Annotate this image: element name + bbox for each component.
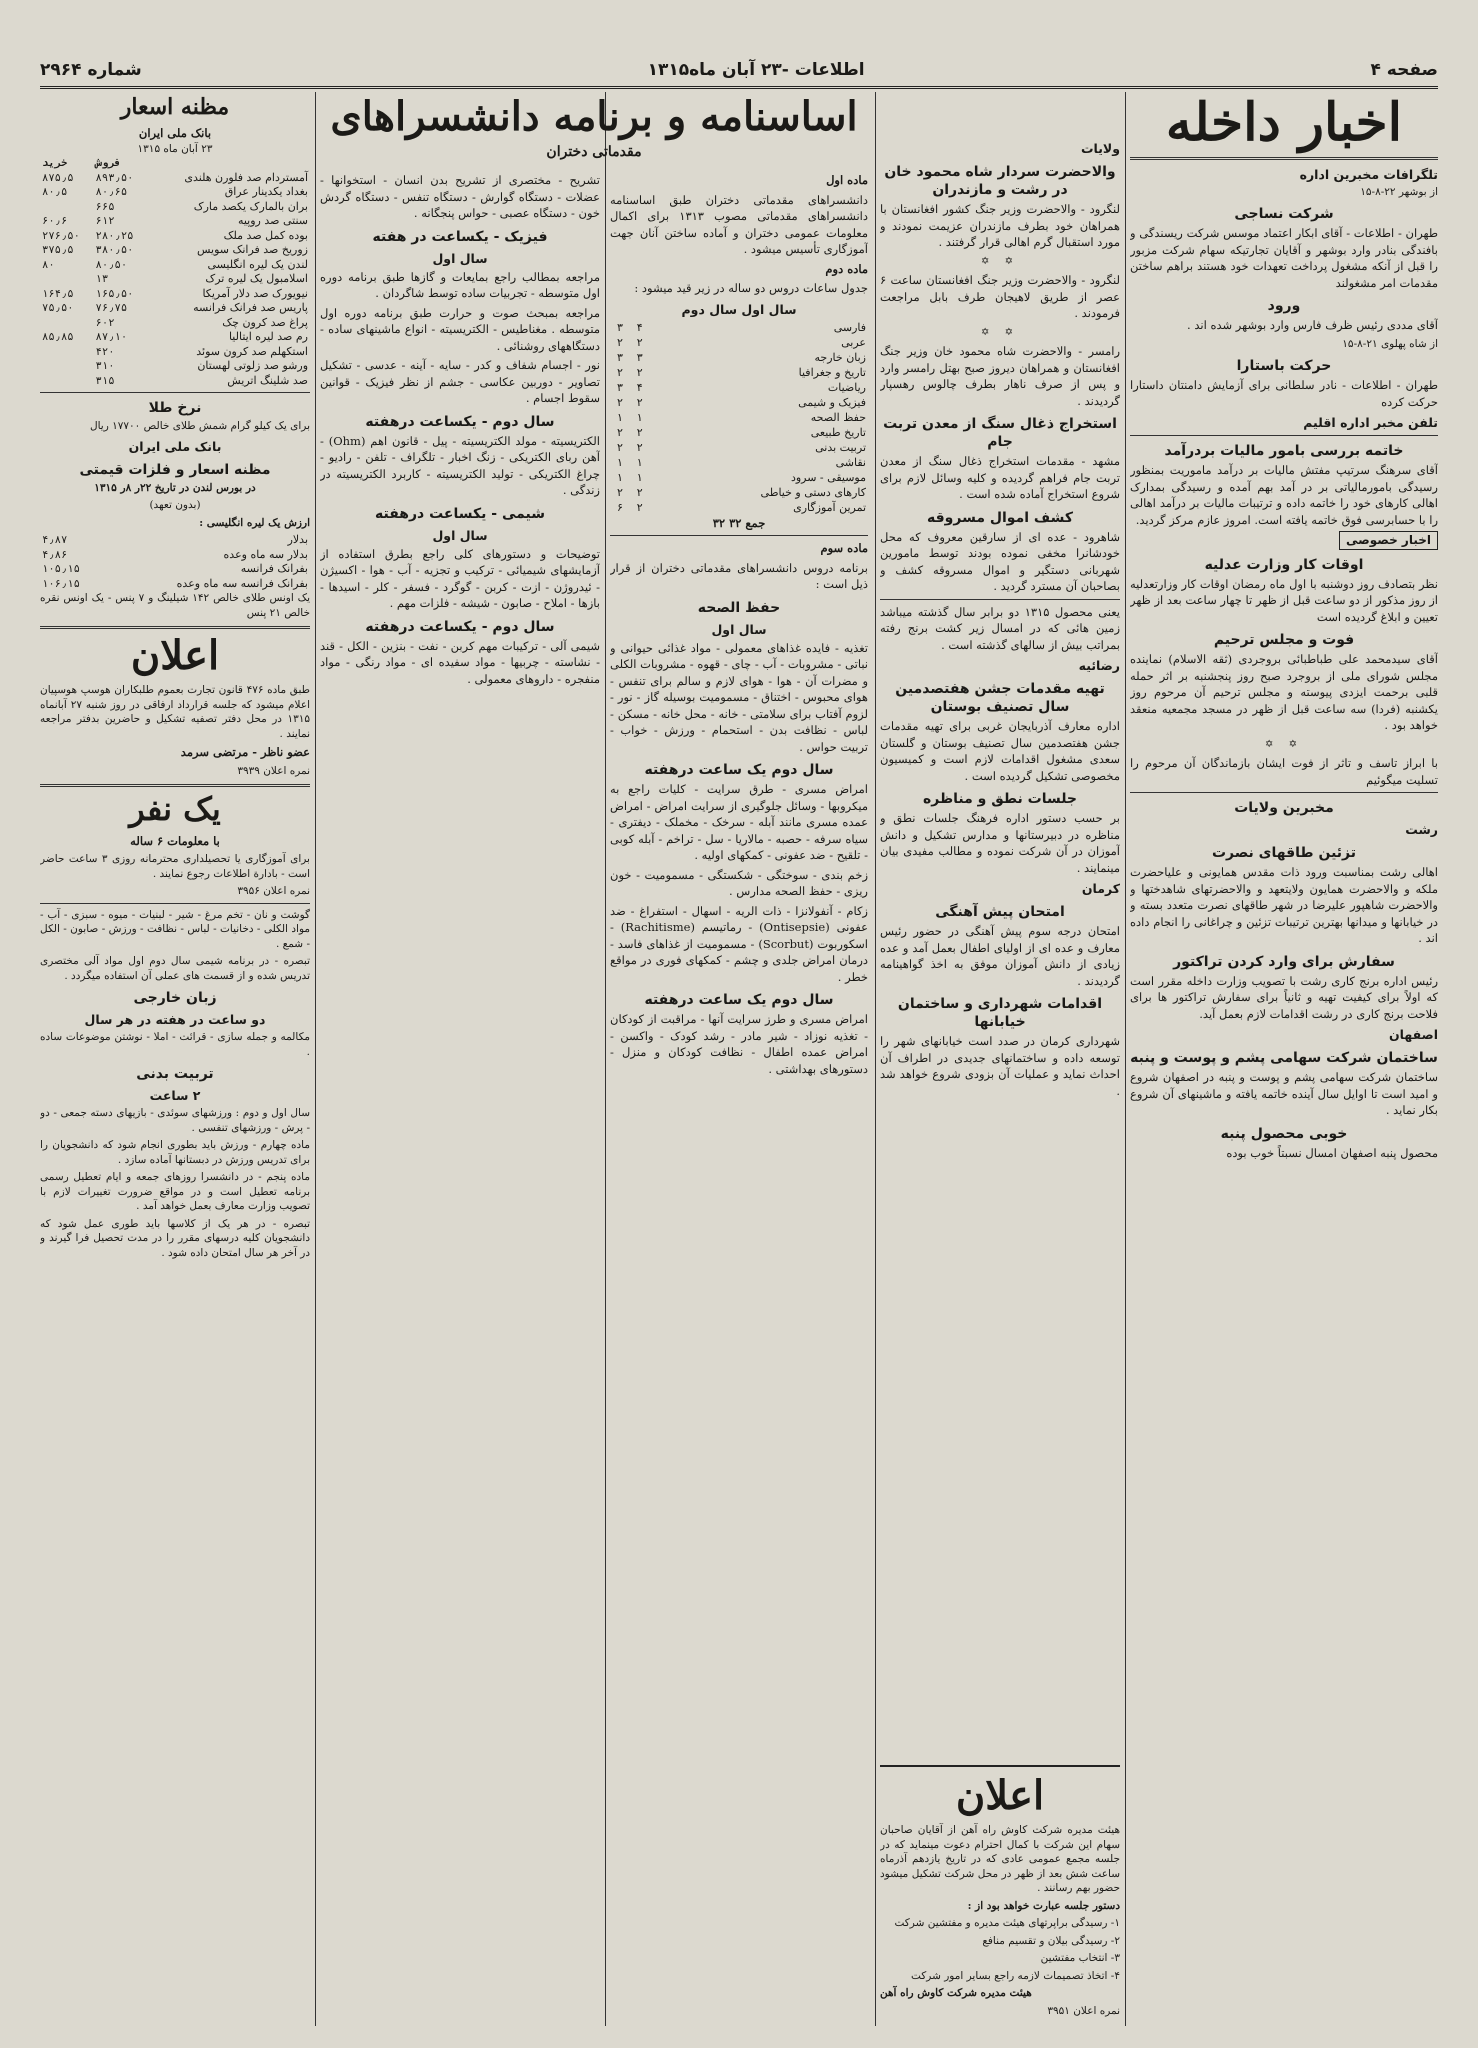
star-separator: ✡ ✡ xyxy=(981,255,1019,267)
schedule-hours: ۲ xyxy=(636,365,643,379)
buy-rate xyxy=(40,374,94,389)
article-body: شاهرود - عده ای از سارقین معروف که محل خودشانرا مخفی نموده بودند توسط مامورین شهربانی دستگیر و اموال مسروقه کشف و بصاحبان آن مسترد گردید . xyxy=(880,529,1120,593)
issue-number: شماره ۲۹۶۴ xyxy=(40,60,142,80)
article-body: محصول پنبه اصفهان امسال نسبتاً خوب بوده xyxy=(1226,1145,1438,1160)
column-rule xyxy=(605,92,606,2026)
sell-rate: ۱۳ xyxy=(95,273,109,286)
domestic-news-banner: اخبار داخله xyxy=(1165,92,1403,153)
ad-body: طبق ماده ۴۷۶ قانون تجارت بعموم طلبکاران هوسپ هوسپیان اعلام میشود که جلسه قرارداد ارفاقی در روز شنبه ۲۷ آبانماه ۱۳۱۵ در محل دفتر تصفیه تشکیل و حاضرین بدفتر مراجعه نمایند . xyxy=(40,684,310,740)
subject-heading: زبان خارجی xyxy=(133,990,217,1007)
schedule-hours: ۲ xyxy=(616,425,623,439)
london-title: در بورس لندن در تاریخ ۲۲ر ۸ر ۱۳۱۵ xyxy=(94,481,256,494)
subject-heading: سال دوم - یکساعت درهفته xyxy=(365,413,555,430)
london-sub: (بدون تعهد) xyxy=(149,499,201,512)
rates-row xyxy=(40,345,310,360)
dateline: از شاه پهلوی ۲۱-۸-۱۵ xyxy=(1342,337,1438,350)
gold-body: برای یک کیلو گرام شمش طلای خالص ۱۷۷۰۰ ریال xyxy=(89,420,310,433)
year-heading: سال اول xyxy=(432,250,488,266)
article-label: ماده اول xyxy=(826,173,868,187)
article-body: آقای سرهنگ سرتیپ مفتش مالیات بر درآمد ماموریت بمنظور رسیدگی بامورمالیاتی بر در آمد بهم آمده و رسیدگی بمدارک اهالی کارهای خود را خاتمه داده و ترتیبات مالیات بر درآمد اهالی را با حسابرسی فوق خاتمه یافته است. امروز عازم مرکز گردید. xyxy=(1130,463,1438,527)
city-heading: رضائیه xyxy=(1078,658,1120,673)
article-heading: فوت و مجلس ترحیم xyxy=(1213,632,1355,649)
sell-rate: ۷۶٫۷۵ xyxy=(95,302,128,315)
subject-heading: فیزیک - یکساعت در هفته xyxy=(372,228,548,245)
schedule-subject: تربیت بدنی xyxy=(815,440,866,454)
subject-heading: شیمی - یکساعت درهفته xyxy=(375,505,545,522)
article-body: اداره معارف آذربایجان غربی برای تهیه مقدمات جشن هفتصدمین سال تصنیف بوستان و گلستان سعدی مشغول اقدامات لازم است و کمیسیون مخصوصی تشکیل گردیده است . xyxy=(880,719,1120,783)
article-body: طهران - اطلاعات - آقای ابکار اعتماد موسس شرکت ریسندگی و بافندگی بنادر وارد بوشهر و آقایان تجارتیکه سهام شرکت مزبور را قبل از آنکه مشغول پرداخت تعهدات خود هستند براهم ساختن مقدمات امر مشغولند xyxy=(1130,226,1438,290)
sell-rate: ۳۱۰ xyxy=(95,360,115,373)
schedule-hours: ۲ xyxy=(636,395,643,409)
schedule-hours: ۲ xyxy=(616,335,623,349)
sterling-label: بدلار سه ماه وعده xyxy=(223,547,308,561)
subject-body: مکالمه و جمله سازی - قرائت - املا - نوشتن موضوعات ساده . xyxy=(40,1031,310,1058)
buy-rate xyxy=(40,316,94,331)
metals-title: مظنه اسعار و فلزات قیمتی xyxy=(79,461,271,478)
currency-name: استکهلم صد کرون سوئد xyxy=(196,344,308,358)
schedule-row xyxy=(610,485,868,500)
announcement-number: نمره اعلان ۳۹۵۱ xyxy=(1047,2004,1120,2017)
article-body: امتحان درجه سوم پیش آهنگی در حضور رئیس معارف و عده ای از اولیای اطفال بعمل آمد و عده زیادی از دانش آموزان موفق به اخذ گواهینامه گردیدند . xyxy=(880,924,1120,988)
sell-rate: ۱۶۵٫۵۰ xyxy=(95,287,134,300)
ad-title: اعلان xyxy=(130,632,220,680)
buy-rate: ۱۶۴٫۵ xyxy=(42,287,74,300)
section-heading: مخبرین ولایات xyxy=(1234,800,1334,817)
schedule-hours: ۳ xyxy=(616,320,623,334)
schedule-hours: ۲ xyxy=(636,440,643,454)
subject-heading: سال دوم یک ساعت درهفته xyxy=(644,992,834,1008)
buy-rate: ۶۰٫۶ xyxy=(42,215,68,228)
article-heading: اقدامات شهرداری و ساختمان خیابانها xyxy=(897,996,1103,1030)
rates-header-cell: خرید xyxy=(42,157,68,170)
currency-name: اسلامبول یک لیره ترک xyxy=(205,272,308,286)
article-heading: جلسات نطق و مناظره xyxy=(922,791,1077,807)
currency-name: ورشو صد زلوتی لهستان xyxy=(197,359,308,373)
year-heading: سال اول xyxy=(711,621,767,637)
statute-subtitle: مقدماتی دختران xyxy=(546,144,642,160)
schedule-hours: ۲ xyxy=(636,485,643,499)
rates-date: ۲۳ آبان ماه ۱۳۱۵ xyxy=(137,142,213,155)
agenda-item: ۲- رسیدگی بیلان و تقسیم منافع xyxy=(982,1934,1120,1947)
buy-rate xyxy=(40,345,94,360)
rates-row xyxy=(40,171,310,186)
column-rates-ads xyxy=(40,92,310,2028)
schedule-row xyxy=(610,350,868,365)
article-body: رئیس اداره برنج کاری رشت با تصویب وزارت داخله مقرر است که اولاً برای کیفیت تهیه و ثانیاً برای سفارش تراکتور ها برای فلاحت برنج کاری در رشت اقدامات لازم بعمل آید. xyxy=(1130,973,1438,1021)
schedule-subject: تاریخ و جغرافیا xyxy=(798,365,866,379)
statute-banner: اساسنامه و برنامه دانشسراهای xyxy=(330,93,858,140)
schedule-subject: فیزیک و شیمی xyxy=(798,395,866,409)
column-statute-1 xyxy=(610,172,868,2028)
rates-row xyxy=(40,200,310,215)
subject-heading: سال دوم یک ساعت درهفته xyxy=(644,762,834,778)
article-body: لنگرود - والاحضرت وزیر جنگ افغانستان ساعت ۶ عصر از طریق لاهیجان طرف بابل مراجعت فرمودند . xyxy=(880,273,1120,320)
currency-name: زوریخ صد فرانک سویس xyxy=(197,243,308,257)
sterling-row xyxy=(40,548,310,563)
byline: تلفن مخبر اداره اقلیم xyxy=(1303,415,1438,431)
article-body: لنگرود - والاحضرت وزیر جنگ کشور افغانستان با همراهان خود بطرف مازندران عزیمت نمودند و مورد استقبال گرم اهالی قرار گرفتند . xyxy=(880,202,1120,249)
schedule-hours: ۱ xyxy=(636,410,643,424)
article-heading: شرکت نساجی xyxy=(1234,206,1334,223)
sell-rate: ۸۰٫۵۰ xyxy=(95,258,128,271)
currency-name: بران بالمارک یکصد مارک xyxy=(193,199,308,213)
agenda-item: ۳- انتخاب مفتشین xyxy=(1040,1952,1120,1964)
sell-rate: ۸۰٫۶۵ xyxy=(95,186,128,199)
rates-row xyxy=(40,301,310,316)
schedule-hours: ۲ xyxy=(616,440,623,454)
sell-rate: ۲۸۰٫۲۵ xyxy=(95,229,134,242)
subject-body: سال اول و دوم : ورزشهای سوئدی - بازیهای دسته جمعی - دو - پرش - ورزشهای تنفسی . xyxy=(40,1107,310,1134)
subject-body: تبصره - در برنامه شیمی سال دوم اول مواد آلی مختصری تدریس شده و از قسمت های عملی آن استفاده میگردد . xyxy=(40,955,310,982)
article-heading: تهیه مقدمات جشن هفتصدمین سال تصنیف بوستان xyxy=(895,681,1105,715)
article-label: ماده سوم xyxy=(820,541,868,555)
currency-name: لندن یک لیره انگلیسی xyxy=(207,257,308,271)
schedule-subject: نقاشی xyxy=(835,455,866,469)
sell-rate: ۸۹۳٫۵۰ xyxy=(95,171,134,184)
section-tag: اخبار خصوصی xyxy=(1339,531,1438,550)
schedule-hours: ۲ xyxy=(636,500,643,514)
rates-title: مظنه اسعار xyxy=(120,94,230,120)
subject-body: شیمی آلی - ترکیبات مهم کربن - نفت - بنزین - الکل - قند - نشاسته - چربیها - مواد سفیده ای - مواد رنگی - مواد منفجره - داروهای معمولی . xyxy=(320,638,600,686)
divider xyxy=(1130,435,1438,436)
subject-body: مراجعه بمبحث صوت و حرارت طبق برنامه دوره اول متوسطه . مغناطیس - الکتریسیته - انواع ماشینهای ساده - دستگاههای روشنائی . xyxy=(320,305,600,353)
schedule-table xyxy=(610,320,868,515)
subject-heading: تربیت بدنی xyxy=(136,1066,214,1083)
schedule-subject: حفظ الصحه xyxy=(810,410,866,424)
masthead xyxy=(40,54,1438,89)
rates-row xyxy=(40,272,310,287)
divider xyxy=(40,392,310,393)
rates-row xyxy=(40,374,310,389)
sell-rate: ۶۱۲ xyxy=(95,215,115,228)
currency-name: بغداد یکدینار عراق xyxy=(224,185,308,199)
sterling-value: ۱۰۶٫۱۵ xyxy=(42,577,80,590)
column-rule xyxy=(875,92,876,2026)
star-separator: ✡ ✡ xyxy=(981,326,1019,338)
sterling-row xyxy=(40,577,310,592)
schedule-row xyxy=(610,440,868,455)
article-body: طهران - اطلاعات - نادر سلطانی برای آزمایش دامنتان داستارا حرکت کرده xyxy=(1130,378,1438,409)
article-body: آقای سیدمحمد علی طباطبائی بروجردی (ثقه الاسلام) نماینده مجلس شورای ملی از بروجرد صبح روز پنجشنبه بر اثر حمله قلبی برحمت ایزدی پیوسته و مجلس ترحیم آن مرحوم روز یکشنبه (فردا) سه ساعت قبل از ظهر در مسجد مجمعیه منعقد خواهد بود . xyxy=(1130,652,1438,733)
banner-spacer xyxy=(880,92,1120,136)
rates-header-cell xyxy=(147,156,310,171)
article-body: شهرداری کرمان در صدد است خیابانهای شهر را توسعه داده و ساختمانهای جدیدی در اطراف آن احداث نماید و عملیات آن بزودی شروع خواهد شد . xyxy=(880,1034,1120,1098)
rates-row xyxy=(40,359,310,374)
rates-row xyxy=(40,243,310,258)
schedule-subject: زبان خارجه xyxy=(814,350,866,364)
silver-body: یک اونس طلای خالص ۱۴۲ شیلینگ و ۷ پنس - یک اونس نقره خالص ۲۱ پنس xyxy=(40,592,310,619)
article-body: رامسر - والاحضرت شاه محمود خان وزیر جنگ افغانستان و همراهان دیروز صبح بهتل رامسر وارد و پس از صرف ناهار بطرف چالوس رهسپار گردیدند . xyxy=(880,344,1120,408)
section-heading: ولایات xyxy=(1080,141,1120,156)
article-heading: خاتمه بررسی بامور مالیات بردرآمد xyxy=(1164,443,1404,460)
bank-name: بانک ملی ایران xyxy=(128,438,222,454)
schedule-subject: موسیقی - سرود xyxy=(790,470,866,484)
schedule-row xyxy=(610,500,868,515)
divider xyxy=(40,626,310,629)
article-heading: سفارش برای وارد کردن تراکتور xyxy=(1173,953,1395,970)
subject-body: مراجعه بمطالب راجع بمایعات و گازها طبق برنامه دوره اول متوسطه - تجربیات ساده توسط شاگردان . xyxy=(320,269,600,300)
subject-body: تبصره - در هر یک از کلاسها باید طوری عمل شود که دانشجویان کلیه درسهای مقرر را در مدت تحصیل فرا گیرند و در آخر هر سال امتحان داده شود . xyxy=(40,1217,310,1259)
schedule-total: جمع ۳۲ ۳۲ xyxy=(712,515,766,530)
page-number: صفحه ۴ xyxy=(1370,60,1438,80)
subject-body: تشریح - مختصری از تشریح بدن انسان - استخوانها - عضلات - دستگاه گوارش - دستگاه تنفس - دستگاه گردش خون - دستگاه عصبی - حواس پنجگانه . xyxy=(320,173,600,220)
agenda-item: ۱- رسیدگی براپرتهای هیئت مدیره و مفتشین شرکت xyxy=(894,1917,1120,1929)
rates-header-row xyxy=(40,156,310,171)
currency-name: صد شلینگ اتریش xyxy=(227,373,308,387)
agenda-item: ۴- اتخاذ تصمیمات لازمه راجع بسایر امور شرکت xyxy=(911,1969,1120,1982)
subject-heading: حفظ الصحه xyxy=(697,599,781,616)
sell-rate: ۶۶۵ xyxy=(95,200,115,213)
rates-row xyxy=(40,287,310,302)
currency-name: آمستردام صد فلورن هلندی xyxy=(184,170,308,184)
buy-rate: ۸۰٫۵ xyxy=(42,186,68,199)
subject-body: امراض مسری و طرز سرایت آنها - مراقبت از کودکان - تغذیه نوزاد - شیر مادر - رشد کودک - واکسن - امراض عمده اطفال - نظافت کودکان و منزل - دستورهای بهداشتی . xyxy=(610,1012,868,1076)
schedule-hours: ۶ xyxy=(616,500,623,514)
schedule-row xyxy=(610,365,868,380)
rates-bank: بانک ملی ایران xyxy=(138,126,212,141)
ad-title: یک نفر xyxy=(129,790,221,829)
subject-subheading: ۲ ساعت xyxy=(149,1088,201,1104)
schedule-row xyxy=(610,470,868,485)
schedule-hours: ۲ xyxy=(616,365,623,379)
schedule-subject: تمرین آموزگاری xyxy=(793,500,866,514)
schedule-hours: ۳ xyxy=(616,380,623,394)
rates-header-cell: فروش xyxy=(95,157,121,170)
statute-banner-block xyxy=(320,92,868,172)
schedule-hours: ۲ xyxy=(636,425,643,439)
subject-body: ماده پنجم - در دانشسرا روزهای جمعه و ایام تعطیل رسمی برنامه تعطیل است و در مواقع ضرورت تغییرات لازم با تصویب وزارت معارف بعمل خواهد آمد . xyxy=(40,1171,310,1213)
buy-rate: ۸۰ xyxy=(42,258,55,271)
currency-name: پاریس صد فرانک فرانسه xyxy=(193,301,308,315)
schedule-subject: تاریخ طبیعی xyxy=(810,425,866,439)
schedule-header: سال اول سال دوم xyxy=(681,301,797,317)
ad-body: برای آموزگاری یا تحصیلداری محترمانه روزی ۳ ساعت حاضر است - بادارة اطلاعات رجوع نمایند . xyxy=(40,853,310,880)
article-body: جدول ساعات دروس دو ساله در زیر قید میشود : xyxy=(634,281,868,295)
schedule-row xyxy=(610,380,868,395)
schedule-hours: ۴ xyxy=(636,320,643,334)
buy-rate: ۲۷۶٫۵۰ xyxy=(42,229,80,242)
bottom-announcement xyxy=(880,1765,1120,2028)
rates-row xyxy=(40,229,310,244)
sterling-label: بفرانک فرانسه xyxy=(240,562,308,576)
sterling-value: ۴٫۸۶ xyxy=(42,548,68,561)
sell-rate: ۳۱۵ xyxy=(95,374,115,387)
subject-body: زخم بندی - سوختگی - شکستگی - مسمومیت - خون ریزی - حفظ الصحه مدارس . xyxy=(610,867,868,898)
schedule-hours: ۲ xyxy=(636,335,643,349)
buy-rate: ۳۷۵٫۵ xyxy=(42,244,74,257)
article-body: بر حسب دستور اداره فرهنگ جلسات نطق و مناظره در دبیرستانها و مدارس تشکیل و دانش آموزان در آن شرکت نموده و مطالب مفیدی بیان مینمایند . xyxy=(880,811,1120,875)
dateline: از بوشهر ۲۲-۸-۱۵ xyxy=(1360,185,1438,198)
sterling-value: ۴٫۸۷ xyxy=(42,534,68,547)
currency-name: پراغ صد کرون چک xyxy=(222,315,308,329)
schedule-hours: ۱ xyxy=(636,470,643,484)
article-body: ساختمان شرکت سهامی پشم و پوست و پنبه در اصفهان شروع و امید است تا اوایل سال آینده خاتمه یافته و ماشینهای آن شروع بکار نماید . xyxy=(1130,1070,1438,1118)
sell-rate: ۶۰۲ xyxy=(95,316,115,329)
announcement-body: هیئت مدیره شرکت کاوش راه آهن از آقایان صاحبان سهام این شرکت با کمال احترام دعوت مینماید که در جلسه مجمع عمومی عادی که در تاریخ یازدهم آذرماه ساعت شش بعد از ظهر در محل شرکت تشکیل میشود حضور بهم رسانند . xyxy=(880,1824,1120,1894)
schedule-hours: ۳ xyxy=(616,350,623,364)
ad-number: نمره اعلان ۳۹۳۹ xyxy=(237,764,310,777)
article-heading: اوقات کار وزارت عدلیه xyxy=(1204,556,1364,573)
column-rule xyxy=(315,92,316,2026)
ad-number: نمره اعلان ۳۹۵۶ xyxy=(237,885,310,898)
column-statute-2 xyxy=(320,172,600,2028)
divider xyxy=(1130,157,1438,160)
divider xyxy=(1130,792,1438,793)
schedule-row xyxy=(610,320,868,335)
buy-rate: ۷۵٫۵۰ xyxy=(42,302,74,315)
schedule-hours: ۲ xyxy=(616,485,623,499)
rates-row xyxy=(40,316,310,331)
sterling-label: بفرانک فرانسه سه ماه وعده xyxy=(176,576,308,590)
agenda-title: دستور جلسه عبارت خواهد بود از : xyxy=(967,1899,1120,1912)
subject-body: ماده چهارم - ورزش باید بطوری انجام شود که دانشجویان را برای تدریس ورزش در دبستانها آماده سازد . xyxy=(40,1139,310,1166)
schedule-hours: ۳ xyxy=(636,350,643,364)
schedule-row xyxy=(610,335,868,350)
gold-title: نرخ طلا xyxy=(148,400,202,417)
divider xyxy=(40,903,310,904)
city-heading: رشت xyxy=(1405,822,1438,838)
schedule-hours: ۱ xyxy=(636,455,643,469)
ad-signature: عضو ناظر - مرتضی سرمد xyxy=(180,745,310,760)
city-heading: اصفهان xyxy=(1389,1027,1438,1043)
rates-row xyxy=(40,258,310,273)
schedule-subject: ریاضیات xyxy=(827,380,866,394)
column-provinces xyxy=(880,92,1120,1758)
buy-rate xyxy=(40,200,94,215)
city-heading: کرمان xyxy=(1081,881,1120,896)
article-heading: امتحان پیش آهنگی xyxy=(935,904,1065,920)
currency-name: نیویورک صد دلار آمریکا xyxy=(202,286,308,300)
subject-body: گوشت و نان - تخم مرغ - شیر - لبنیات - میوه - سبزی - آب - مواد الکلی - دخانیات - لباس - نظافت - ورزش - صابون - الکل - شمع . xyxy=(40,908,310,950)
article-body: با ابراز تاسف و تاثر از فوت ایشان بازماندگان آن مرحوم را تسلیت میگوئیم xyxy=(1130,756,1438,787)
announcement-title: اعلان xyxy=(955,1772,1045,1819)
article-label: ماده دوم xyxy=(825,261,868,276)
schedule-hours: ۲ xyxy=(616,395,623,409)
schedule-subject: کارهای دستی و خیاطی xyxy=(760,485,866,499)
sterling-row xyxy=(40,562,310,577)
rates-row xyxy=(40,214,310,229)
article-heading: تزئین طاقهای نصرت xyxy=(1211,845,1357,862)
year-heading: سال اول xyxy=(432,527,488,543)
article-body: نظر بتصادف روز دوشنبه با اول ماه رمضان اوقات کار وزارتعدلیه از روز مذکور از دو ساعت قبل از ظهر تا چهار ساعت بعد از ظهر تعیین و ابلاغ گردیده است xyxy=(1130,576,1438,624)
buy-rate: ۸۷۵٫۵ xyxy=(42,171,74,184)
sterling-table xyxy=(40,533,310,591)
buy-rate: ۸۵٫۸۵ xyxy=(42,331,74,344)
sterling-row xyxy=(40,533,310,548)
article-body: آقای مددی رئیس ظرف فارس وارد بوشهر شده اند . xyxy=(1187,318,1438,333)
schedule-row xyxy=(610,410,868,425)
subject-heading: سال دوم - یکساعت درهفته xyxy=(365,618,555,635)
rates-row xyxy=(40,330,310,345)
article-body: مشهد - مقدمات استخراج ذغال سنگ از معدن تربت جام فراهم گردیده و کلیه وسائل لازم برای شروع استخراج آماده شده است . xyxy=(880,454,1120,501)
sterling-label: بدلار xyxy=(287,533,308,547)
section-heading: تلگرافات مخبرین اداره xyxy=(1299,166,1438,182)
buy-rate xyxy=(40,359,94,374)
divider xyxy=(610,535,868,536)
article-heading: والاحضرت سردار شاه محمود خان در رشت و مازندران xyxy=(884,164,1116,198)
divider xyxy=(880,599,1120,600)
ad-subtitle: با معلومات ۶ ساله xyxy=(130,833,220,848)
subject-body: تغذیه - فایده غذاهای معمولی - مواد غذائی حیوانی و نباتی - مشروبات - آب - چای - قهوه - مشروبات الکلی و مضرات آن - هوا - هوای لازم و سالم برای تنفس - هوای محبوس - اختناق - مسمومیت بوسیله گاز - نور - لزوم آفتاب برای سلامتی - خانه - محل خانه - مسکن - لباس - نظافت بدن - استحمام - ورزش - خواب - تربیت حواس . xyxy=(610,640,868,754)
schedule-hours: ۱ xyxy=(616,410,623,424)
article-heading: ورود xyxy=(1267,298,1301,315)
article-body: برنامه دروس دانشسراهای مقدماتی دختران از قرار ذیل است : xyxy=(610,560,868,591)
exchange-rates-table xyxy=(40,156,310,388)
subject-body: الکتریسیته - مولد الکتریسیته - پیل - قانون اهم (Ohm) - آهن ربای الکتریکی - زنگ اخبار - تلگراف - تلفن - رادیو - چراغ الکتریکی - تولید الکتریسیته - کاربرد الکتریسیته در زندگی . xyxy=(320,433,600,497)
article-heading: استخراج ذغال سنگ از معدن تربت جام xyxy=(883,416,1117,450)
sell-rate: ۸۷٫۱۰ xyxy=(95,331,128,344)
sell-rate: ۳۸۰٫۵۰ xyxy=(95,244,134,257)
article-body: اهالی رشت بمناسبت ورود ذات مقدس همایونی و علیاحضرت ملکه و والاحضرت همایون ولایتعهد و والاحضرتهای شاهدختها و والاحضرت شاهپور علیرضا در شهر طاقهای نصرت متعدد بسته و در خیابانها و میدانها بهترین ترتیبات تزئین و چراغانی را انجام داده اند . xyxy=(1130,865,1438,946)
schedule-subject: فارسی xyxy=(833,320,866,334)
subject-body: زکام - آنفولانزا - ذات الریه - اسهال - استفراغ - ضد عفونی (Ontisepsie) - رماتیسم (Rachitisme) - اسکوربوت (Scorbut) - مسمومیت از غذاهای فاسد - درمان امراض جلدی و چشم - کمکهای فوری در مواقع خطر . xyxy=(610,903,868,984)
star-separator: ✡ ✡ xyxy=(1265,738,1303,750)
article-heading: حرکت باستارا xyxy=(1236,358,1332,375)
column-domestic-news xyxy=(1130,92,1438,2028)
sterling-title: ارزش یک لیره انگلیسی : xyxy=(199,516,310,529)
article-body: دانشسراهای مقدماتی دختران طبق اساسنامه دانشسراهای مقدماتی مصوب ۱۳۱۳ برای اکمال معلومات عمومی دختران و آماده ساختن آنان جهت آموزگاری تأسیس میشود . xyxy=(610,192,868,256)
article-heading: کشف اموال مسروقه xyxy=(927,509,1073,526)
article-heading: ساختمان شرکت سهامی پشم و پوست و پنبه xyxy=(1130,1050,1438,1067)
rates-row xyxy=(40,185,310,200)
sell-rate: ۴۲۰ xyxy=(95,345,115,358)
article-body: یعنی محصول ۱۳۱۵ دو برابر سال گذشته میباشد زمین هائی که در امسال زیر کشت برنج رفته بمراتب بیش از سالهای گذشته است . xyxy=(880,604,1120,652)
schedule-hours: ۱ xyxy=(616,470,623,484)
subject-body: نور - اجسام شفاف و کدر - سایه - آینه - عدسی - تشکیل تصاویر - دوربین عکاسی - جشم از نظر فیزیک - قوانین سقوط اجسام . xyxy=(320,358,600,405)
currency-name: رم صد لیره ایتالیا xyxy=(228,330,308,344)
currency-name: بوده کمل صد ملک xyxy=(223,228,308,242)
schedule-row xyxy=(610,395,868,410)
announcement-signature: هیئت مدیره شرکت کاوش راه آهن xyxy=(880,1987,1032,1999)
subject-body: امراض مسری - طرق سرایت - کلیات راجع به میکروبها - وسائل جلوگیری از سرایت امراض - امراض عمده مسری مانند آبله - سرخک - مخملک - دیفتری - سیاه سرفه - حصبه - مالاریا - سل - تراخم - آبله کوبی - تلقیح - ضد عفونی - کمکهای اولیه . xyxy=(610,782,868,862)
schedule-hours: ۴ xyxy=(636,380,643,394)
schedule-subject: عربی xyxy=(841,335,866,349)
subject-body: توضیحات و دستورهای کلی راجع بطرق استفاده از آزمایشهای شیمیائی - ترکیب و تجزیه - آب - هوا - اکسیژن - ئیدروژن - ازت - کربن - گوگرد - فسفر - کلر - اسیدها - بازها - املاح - صابون - شیشه - فلزات مهم . xyxy=(320,546,600,610)
sterling-value: ۱۰۵٫۱۵ xyxy=(42,563,80,576)
schedule-hours: ۱ xyxy=(616,455,623,469)
schedule-row xyxy=(610,425,868,440)
paper-date: اطلاعات -۲۳ آبان ماه۱۳۱۵ xyxy=(647,60,865,80)
buy-rate xyxy=(40,272,94,287)
column-rule xyxy=(1125,92,1126,2026)
subject-subheading: دو ساعت در هفته در هر سال xyxy=(84,1012,266,1028)
article-heading: خوبی محصول پنبه xyxy=(1220,1125,1348,1142)
schedule-row xyxy=(610,455,868,470)
divider xyxy=(40,784,310,787)
currency-name: سنتی صد روپیه xyxy=(237,214,308,228)
